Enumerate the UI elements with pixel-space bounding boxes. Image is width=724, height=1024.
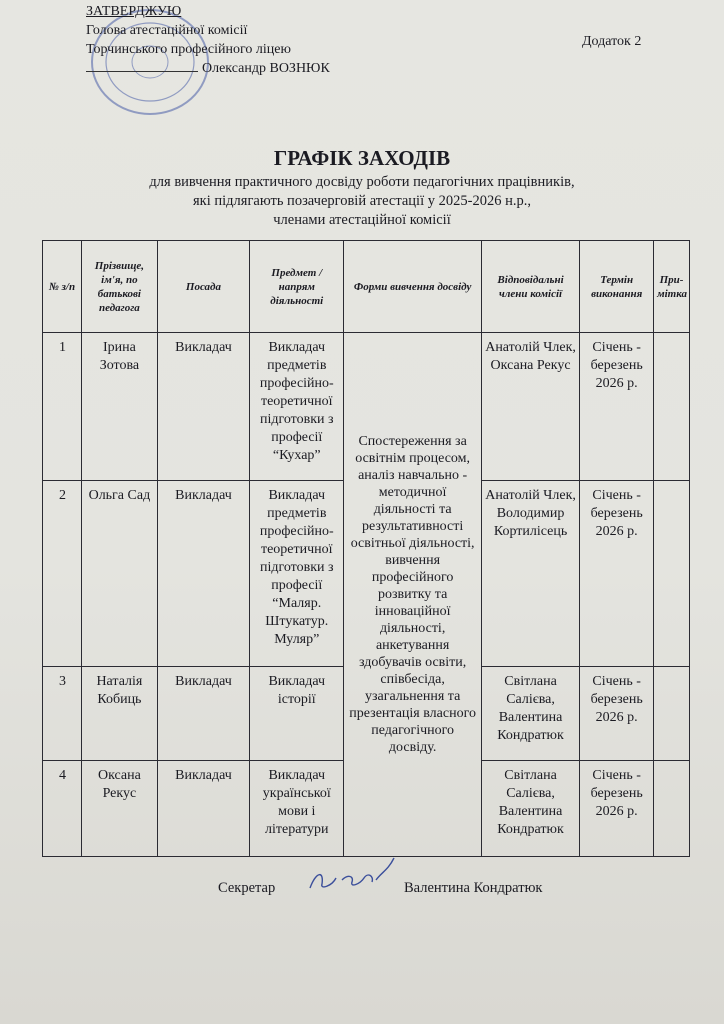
document-title: ГРАФІК ЗАХОДІВ (273, 146, 451, 170)
row-subject: Викладач предметів професійно-теоретичної підготовки з професії “Кухар” (250, 333, 344, 481)
secretary-name: Валентина Кондратюк (404, 880, 543, 896)
row-name: Ірина Зотова (81, 333, 157, 481)
approval-signature-row (86, 59, 330, 78)
approval-organization: Торчинського професійного ліцею (86, 42, 291, 57)
header-subject: Предмет / напрям діяльності (250, 241, 344, 333)
row-name: Наталія Кобиць (81, 667, 157, 761)
approval-position: Голова атестаційної комісії (86, 23, 248, 38)
appendix-label: Додаток 2 (582, 34, 642, 49)
row-name: Ольга Сад (81, 481, 157, 667)
row-deadline: Січень - березень 2026 р. (580, 333, 654, 481)
row-position: Викладач (157, 761, 249, 857)
document-subtitle (0, 173, 724, 230)
header-num: № з/п (43, 241, 82, 333)
row-note (654, 481, 690, 667)
row-position: Викладач (157, 333, 249, 481)
row-responsible: Анатолій Члек, Оксана Рекус (481, 333, 579, 481)
approval-heading: ЗАТВЕРДЖУЮ (86, 4, 182, 19)
row-name: Оксана Рекус (81, 761, 157, 857)
row-responsible: Анатолій Члек, Володимир Кортилісець (481, 481, 579, 667)
row-deadline: Січень - березень 2026 р. (580, 761, 654, 857)
row-responsible: Світлана Салієва, Валентина Кондратюк (481, 761, 579, 857)
subtitle-line-1: для вивчення практичного досвіду роботи педагогічних працівників, (149, 174, 575, 190)
secretary-signature (302, 850, 402, 900)
row-position: Викладач (157, 667, 249, 761)
row-note (654, 761, 690, 857)
header-forms: Форми вивчення досвіду (344, 241, 481, 333)
row-note (654, 667, 690, 761)
header-responsible: Відповідальні члени комісії (481, 241, 579, 333)
approval-block (86, 2, 330, 78)
table-row (43, 333, 690, 481)
signature-line (86, 71, 198, 72)
study-forms: Спостереження за освітнім процесом, аналіз навчально - методичної діяльності та результативності освітньої діяльності, вивчення професійного розвитку та інноваційної діяльності, анкетування здобувачів освіти, співбесіда, узагальнення та презентація власного педагогічного досвіду. (344, 333, 481, 857)
row-subject: Викладач предметів професійно-теоретичної підготовки з професії “Маляр. Штукатур. Муляр” (250, 481, 344, 667)
header-name: Прізвище, ім'я, по батькові педагога (81, 241, 157, 333)
row-num: 1 (43, 333, 82, 481)
header-note: Примітка (654, 241, 690, 333)
subtitle-line-2: які підлягають позачерговій атестації у 2025-2026 н.р., (193, 193, 531, 209)
row-num: 4 (43, 761, 82, 857)
row-position: Викладач (157, 481, 249, 667)
row-deadline: Січень - березень 2026 р. (580, 481, 654, 667)
approval-signatory: Олександр ВОЗНЮК (202, 61, 330, 76)
row-deadline: Січень - березень 2026 р. (580, 667, 654, 761)
table-header-row (43, 241, 690, 333)
secretary-label: Секретар (218, 880, 276, 896)
row-num: 3 (43, 667, 82, 761)
schedule-table (42, 240, 690, 857)
header-position: Посада (157, 241, 249, 333)
row-subject: Викладач історії (250, 667, 344, 761)
row-note (654, 333, 690, 481)
row-num: 2 (43, 481, 82, 667)
subtitle-line-3: членами атестаційної комісії (273, 212, 451, 228)
header-deadline: Термін виконання (580, 241, 654, 333)
row-subject: Викладач української мови і літератури (250, 761, 344, 857)
row-responsible: Світлана Салієва, Валентина Кондратюк (481, 667, 579, 761)
